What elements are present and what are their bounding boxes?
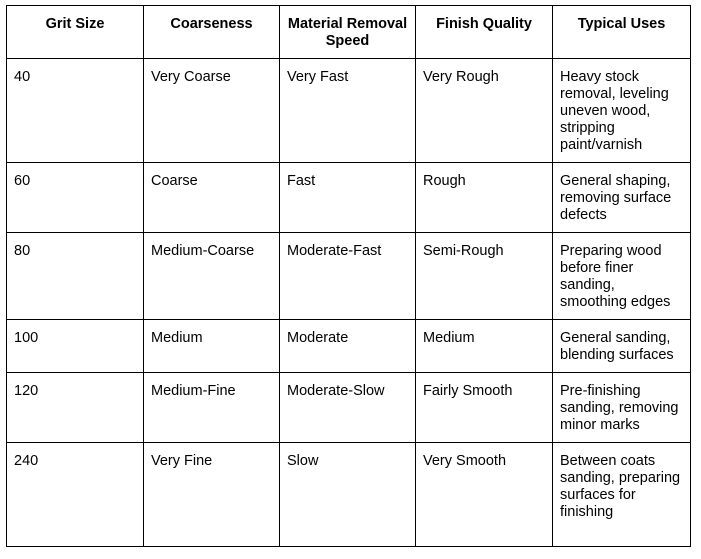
header-typical-uses: Typical Uses xyxy=(553,6,691,59)
coarseness-cell: Medium-Coarse xyxy=(144,233,280,320)
sandpaper-grit-table xyxy=(6,5,691,547)
header-material-removal-speed: Material Removal Speed xyxy=(280,6,416,59)
table-row xyxy=(7,59,691,163)
coarseness-cell: Medium-Fine xyxy=(144,373,280,443)
removal-speed-cell: Slow xyxy=(280,443,416,547)
header-row xyxy=(7,6,691,59)
coarseness-cell: Coarse xyxy=(144,163,280,233)
header-finish-quality: Finish Quality xyxy=(416,6,553,59)
finish-quality-cell: Very Rough xyxy=(416,59,553,163)
table-row xyxy=(7,233,691,320)
typical-uses-cell: General sanding, blending surfaces xyxy=(553,320,691,373)
removal-speed-cell: Very Fast xyxy=(280,59,416,163)
finish-quality-cell: Semi-Rough xyxy=(416,233,553,320)
grit-size-cell: 120 xyxy=(7,373,144,443)
finish-quality-cell: Rough xyxy=(416,163,553,233)
grit-size-cell: 60 xyxy=(7,163,144,233)
table-row xyxy=(7,163,691,233)
grit-size-cell: 80 xyxy=(7,233,144,320)
typical-uses-cell: Heavy stock removal, leveling uneven wood, stripping paint/varnish xyxy=(553,59,691,163)
typical-uses-cell: General shaping, removing surface defects xyxy=(553,163,691,233)
table-row xyxy=(7,443,691,547)
table-row xyxy=(7,320,691,373)
finish-quality-cell: Medium xyxy=(416,320,553,373)
typical-uses-cell: Between coats sanding, preparing surfaces for finishing xyxy=(553,443,691,547)
grit-size-cell: 40 xyxy=(7,59,144,163)
header-coarseness: Coarseness xyxy=(144,6,280,59)
coarseness-cell: Very Fine xyxy=(144,443,280,547)
removal-speed-cell: Moderate xyxy=(280,320,416,373)
typical-uses-cell: Pre-finishing sanding, removing minor marks xyxy=(553,373,691,443)
coarseness-cell: Very Coarse xyxy=(144,59,280,163)
removal-speed-cell: Fast xyxy=(280,163,416,233)
removal-speed-cell: Moderate-Slow xyxy=(280,373,416,443)
typical-uses-cell: Preparing wood before finer sanding, smoothing edges xyxy=(553,233,691,320)
table-row xyxy=(7,373,691,443)
finish-quality-cell: Very Smooth xyxy=(416,443,553,547)
grit-size-cell: 100 xyxy=(7,320,144,373)
coarseness-cell: Medium xyxy=(144,320,280,373)
grit-size-cell: 240 xyxy=(7,443,144,547)
removal-speed-cell: Moderate-Fast xyxy=(280,233,416,320)
header-grit-size: Grit Size xyxy=(7,6,144,59)
finish-quality-cell: Fairly Smooth xyxy=(416,373,553,443)
